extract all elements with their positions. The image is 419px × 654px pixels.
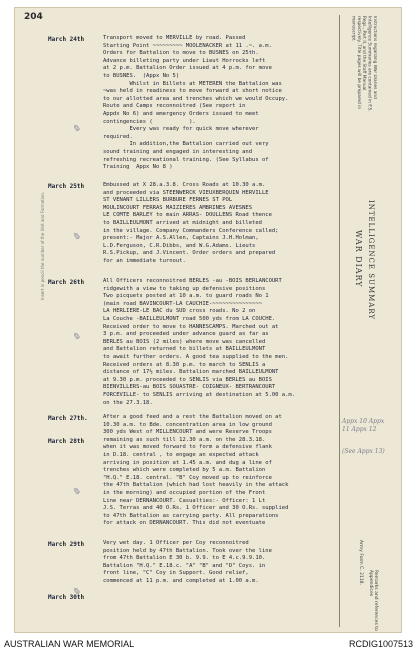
army-form-number: Army Form C. 2118.: [358, 540, 363, 585]
signature-mark: ✎: [72, 584, 83, 595]
entry-text: After a good feed and a rest the Battalion moved on at 10.30 a.m. to Bde. concentration area in low ground 300 yds West of MILLENCOURT and were Reserve Troops remaining as such till 12.30 a.m. on the 28.3.18. when it was moved forward to form a defensive flank in D.18. central , to engage an expected attack arriving in position at 1.45 a.m. and dug a line of trenches which were completed by 5 a.m. Battalion "H.Q." E.18. central. "B" Coy moved up to reinforce the 47th Battalion (which had lost heavily in the attack in the morning) and occupied portion of the Front Line near DERNANCOURT. Casualties:- Officer: 1 Lt J.S. Terras and 40 O.Rs. 1 Officer and 30 O.Rs. supplied to 47th Battalion as carrying party. All preparations for attack on DERNANCOURT. This did not eventuate: [103, 414, 289, 527]
entry-text: Embussed at X 28.a.3.8. Cross Roads at 10.30 a.m. and proceeded via STEENWERCK VIEUXBERQUIN HERVILLE ST VENANT LILLERS BURBURE FERNES ST POL MOULINCOURT FERRAS MAIZIERES AMBRINES AVESNES LE COMTE BARLEY to main ARRAS- DOULLENS Road thence to BAILLEULMONT arrived at midnight and billeted in the village. Company Commanders Conference called; present:- Major A.S.Allen, Captains J.H.Holman, L.D.Ferguson, C.R.Dibbs, and W.G.Adams. Lieuts R.S.Pickup, and J.Vincent. Order orders and prepared for an immediate turnout.: [103, 182, 279, 264]
entry-text: Very wet day. 1 Officer per Coy reconnoitred position held by 47th Battalion. Took over the line from 47th Battalion E 30 b. 9.9. to E 4.c.9.9.10. Battalion "H.Q." E.18.c. "A" "B" and "D" Coys. in front line, "C" Coy in Support. Good relief, commenced at 11 p.m. and completed at 1.00 a.m.: [103, 540, 272, 584]
entry-date: March 28th: [48, 438, 85, 445]
pencil-annotation-appendix: Appx 10 Appx 11 Appx 12: [342, 418, 385, 433]
war-diary-title: WAR DIARY: [354, 230, 363, 288]
remarks-heading: Remarks and references to Appendices: [368, 570, 378, 631]
entry-date: March 27th.: [48, 415, 88, 422]
entry-date: March 29th: [48, 541, 85, 548]
signature-mark: ✎: [72, 229, 83, 240]
side-column: [340, 10, 400, 632]
margin-note: Insert in pencil the number of the Unit and Formation.: [40, 191, 45, 300]
pencil-annotation-see-appx: (See Appx 13): [342, 448, 385, 455]
record-id: RCDIG1007513: [348, 639, 413, 649]
entry-date: March 24th: [48, 36, 85, 43]
intelligence-summary-title: INTELLIGENCE SUMMARY: [367, 200, 375, 321]
signature-mark: ✎: [72, 121, 83, 132]
page-number: 204: [24, 12, 43, 22]
entry-date: March 30th: [48, 594, 85, 601]
entry-date: March 26th: [48, 279, 85, 286]
entry-text: All Officers reconnoitred BERLES -au -BOIS BERLANCOURT ridgewith a view to taking up defensive positions Two picquets posted at 10 a.m. to guard roads No 1 (main road BAVINCOURT-LA CAUCHIE-~~~~~~~~~~~~~~~ LA HERLIERE-LE BAC du SUD cross roads. No 2 on La Couche -BAILLEULMONT road 500 yds from LA COUCHE. Received order to move to HANNESCAMPS. Marched out at 3 p.m. and proceeded under advance guard as far as BERLES au BOIS (2 miles) where move was cancelled and Battalion returned to billets at BAILLEULMONT to await further orders. A good tea supplied to the men. Received orders at 8.30 p.m. to march to SENLIS a distance of 17½ miles. Battalion marched BAILLEULMONT at 9.30 p.m. proceeded to SENLIS via BERLES au BOIS BIENVILLERS-au BOIS SOUASTRE- COIGNEUX- BERTRANCOURT FORCEVILLE- to SENLIS arriving at destination at 5.00 a.m. on the 27.3.18.: [103, 278, 296, 406]
institution-name: AUSTRALIAN WAR MEMORIAL: [4, 639, 135, 649]
signature-mark: ✎: [72, 484, 83, 495]
entry-text: Transport moved to MERVILLE by road. Passed Starting Point ~~~~~~~~~ MOOLENACKER at 11 .~. a.m. Orders for Battalion to move to BUSNES on 25th. Advance billeting party under Lieut Horrocks left at 2 p.m. Battalion Order issued at 4 p.m. for move to BUSNES. (Appx No 5) Whilst in Billets at METEREN the Battalion was ~was held in readiness to move forward at short notice to our allotted area and trenches which we would Occupy. Route and Camps reconnoitred (See report in Appdx No 6) and emergency Orders issued to meet contingencies ( ). Every was ready for quick move wherever required. In addition,the Battalion carried out very sound training and engaged in interesting and refreshing recreational training. (See Syllabus of Training Appx No 8 ): [103, 35, 289, 171]
entry-date: March 25th: [48, 183, 85, 190]
footer-bar: [0, 636, 419, 654]
signature-mark: ✎: [72, 329, 83, 340]
side-instructions: Instructions regarding War Diaries and Intelligence Summaries are contained in F.S. Regs., Part II, and the Staff Manual respectively. Title pages will be prepared in manuscript.: [350, 16, 377, 112]
